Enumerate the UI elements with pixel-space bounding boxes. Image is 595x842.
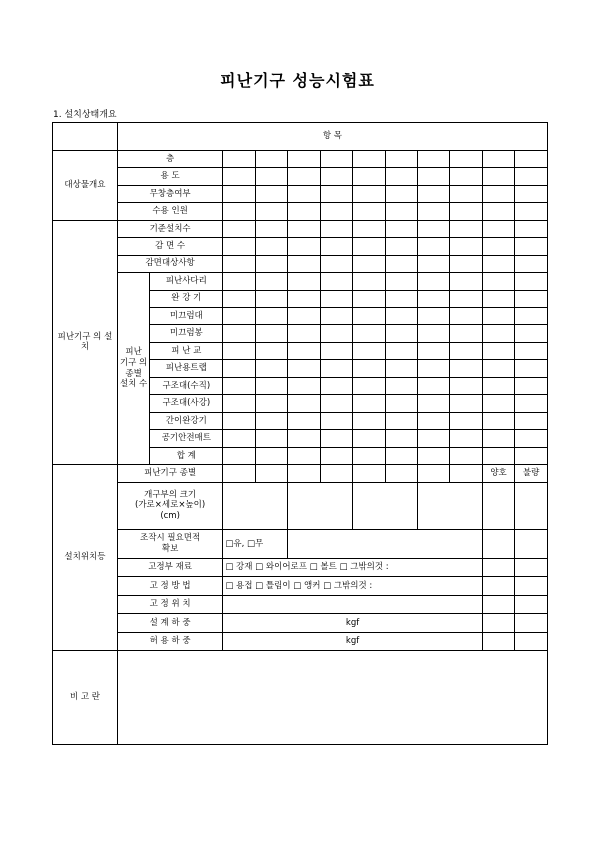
input-cell[interactable] <box>255 168 287 185</box>
input-cell[interactable] <box>385 465 417 482</box>
form-row <box>53 482 548 529</box>
input-cell[interactable] <box>320 290 352 307</box>
good-header: 양호 <box>482 465 514 482</box>
input-cell[interactable] <box>515 447 548 464</box>
input-cell[interactable] <box>385 238 417 255</box>
input-cell[interactable] <box>417 447 449 464</box>
input-cell[interactable] <box>255 465 287 482</box>
input-cell[interactable] <box>385 273 417 290</box>
input-cell[interactable] <box>353 395 385 412</box>
input-cell[interactable] <box>417 342 449 359</box>
form-row <box>53 255 548 272</box>
row-label: 감 면 수 <box>117 238 222 255</box>
input-cell[interactable] <box>515 558 548 577</box>
bad-header: 불량 <box>515 465 548 482</box>
material-checkbox-options[interactable]: □ 강재 □ 와이어로프 □ 볼트 □ 그밖의것 : <box>223 558 483 577</box>
input-cell[interactable] <box>353 360 385 377</box>
input-cell[interactable] <box>320 220 352 237</box>
input-cell[interactable] <box>450 273 482 290</box>
remarks-label: 비 고 란 <box>53 651 118 745</box>
input-cell[interactable] <box>320 150 352 167</box>
input-cell[interactable] <box>482 577 514 596</box>
input-cell[interactable] <box>320 447 352 464</box>
input-cell[interactable] <box>482 220 514 237</box>
input-cell[interactable] <box>255 150 287 167</box>
form-row <box>53 150 548 167</box>
form-row <box>53 465 548 482</box>
input-cell[interactable] <box>320 273 352 290</box>
input-cell[interactable] <box>223 342 255 359</box>
input-cell[interactable] <box>417 307 449 324</box>
allow-load-unit[interactable]: kgf <box>223 632 483 651</box>
input-cell[interactable] <box>450 185 482 202</box>
input-cell[interactable] <box>417 255 449 272</box>
input-cell[interactable] <box>450 465 482 482</box>
input-cell[interactable] <box>353 273 385 290</box>
form-row <box>53 123 548 151</box>
form-row <box>53 203 548 220</box>
input-cell[interactable] <box>353 255 385 272</box>
input-cell[interactable] <box>482 325 514 342</box>
area-checkbox-options[interactable]: □유, □무 <box>223 529 288 558</box>
form-row <box>53 577 548 596</box>
input-cell[interactable] <box>515 614 548 633</box>
input-cell[interactable] <box>288 168 320 185</box>
input-cell[interactable] <box>255 273 287 290</box>
row-label: 구조대(사강) <box>150 395 223 412</box>
input-cell[interactable] <box>482 307 514 324</box>
row-label: 고 정 방 법 <box>117 577 222 596</box>
input-cell[interactable] <box>223 377 255 394</box>
row-label: 기준설치수 <box>117 220 222 237</box>
input-cell[interactable] <box>255 360 287 377</box>
input-cell[interactable] <box>515 307 548 324</box>
input-cell[interactable] <box>255 430 287 447</box>
input-cell[interactable] <box>353 290 385 307</box>
input-cell[interactable] <box>320 395 352 412</box>
input-cell[interactable] <box>223 168 255 185</box>
input-cell[interactable] <box>482 395 514 412</box>
input-cell[interactable] <box>515 430 548 447</box>
input-cell[interactable] <box>450 168 482 185</box>
input-cell[interactable] <box>482 377 514 394</box>
input-cell[interactable] <box>320 255 352 272</box>
input-cell[interactable] <box>385 185 417 202</box>
input-cell[interactable] <box>288 238 320 255</box>
row-label: 허 용 하 중 <box>117 632 222 651</box>
input-cell[interactable] <box>353 220 385 237</box>
input-cell[interactable] <box>385 430 417 447</box>
input-cell[interactable] <box>353 342 385 359</box>
input-cell[interactable] <box>417 290 449 307</box>
row-label: 미끄럼대 <box>150 307 223 324</box>
form-row <box>53 558 548 577</box>
input-cell[interactable] <box>223 150 255 167</box>
form-row <box>53 185 548 202</box>
input-cell[interactable] <box>450 430 482 447</box>
input-cell[interactable] <box>482 273 514 290</box>
header-item: 항 목 <box>117 123 547 151</box>
input-cell[interactable] <box>223 482 288 529</box>
input-cell[interactable] <box>288 342 320 359</box>
input-cell[interactable] <box>288 307 320 324</box>
input-cell[interactable] <box>482 482 514 529</box>
input-cell[interactable] <box>353 430 385 447</box>
input-cell[interactable] <box>288 185 320 202</box>
input-cell[interactable] <box>385 290 417 307</box>
row-label: 완 강 기 <box>150 290 223 307</box>
area-line-1: 조작시 필요면적 <box>140 533 201 544</box>
row-label: 용 도 <box>117 168 222 185</box>
input-cell[interactable] <box>223 360 255 377</box>
input-cell[interactable] <box>417 238 449 255</box>
input-cell[interactable] <box>320 465 352 482</box>
category-location: 설치위치등 <box>53 465 118 651</box>
input-cell[interactable] <box>353 185 385 202</box>
input-cell[interactable] <box>223 412 255 429</box>
input-cell[interactable] <box>223 395 255 412</box>
input-cell[interactable] <box>482 185 514 202</box>
input-cell[interactable] <box>223 447 255 464</box>
input-cell[interactable] <box>417 430 449 447</box>
input-cell[interactable] <box>450 255 482 272</box>
form-row <box>53 273 548 290</box>
input-cell[interactable] <box>417 203 449 220</box>
input-cell[interactable] <box>320 203 352 220</box>
input-cell[interactable] <box>288 203 320 220</box>
row-label: 피난기구 종별 <box>117 465 222 482</box>
input-cell[interactable] <box>515 238 548 255</box>
input-cell[interactable] <box>320 168 352 185</box>
input-cell[interactable] <box>255 325 287 342</box>
input-cell[interactable] <box>515 342 548 359</box>
input-cell[interactable] <box>255 395 287 412</box>
row-label: 고정부 재료 <box>117 558 222 577</box>
input-cell[interactable] <box>417 325 449 342</box>
input-cell[interactable] <box>223 220 255 237</box>
input-cell[interactable] <box>450 290 482 307</box>
input-cell[interactable] <box>482 150 514 167</box>
input-cell[interactable] <box>515 150 548 167</box>
input-cell[interactable] <box>417 220 449 237</box>
input-cell[interactable] <box>353 150 385 167</box>
input-cell[interactable] <box>450 238 482 255</box>
input-cell[interactable] <box>417 482 482 529</box>
input-cell[interactable] <box>482 447 514 464</box>
input-cell[interactable] <box>223 255 255 272</box>
input-cell[interactable] <box>515 168 548 185</box>
row-label: 무창층여부 <box>117 185 222 202</box>
input-cell[interactable] <box>385 255 417 272</box>
input-cell[interactable] <box>385 150 417 167</box>
input-cell[interactable] <box>482 168 514 185</box>
input-cell[interactable] <box>288 447 320 464</box>
input-cell[interactable] <box>320 342 352 359</box>
input-cell[interactable] <box>223 307 255 324</box>
input-cell[interactable] <box>255 447 287 464</box>
row-label: 수용 인원 <box>117 203 222 220</box>
input-cell[interactable] <box>320 430 352 447</box>
input-cell[interactable] <box>385 325 417 342</box>
input-cell[interactable] <box>450 447 482 464</box>
input-cell[interactable] <box>417 150 449 167</box>
input-cell[interactable] <box>288 360 320 377</box>
input-cell[interactable] <box>223 238 255 255</box>
inspection-form-table <box>52 122 548 745</box>
input-cell[interactable] <box>385 377 417 394</box>
input-cell[interactable] <box>450 395 482 412</box>
input-cell[interactable] <box>320 307 352 324</box>
form-row <box>53 595 548 614</box>
input-cell[interactable] <box>450 412 482 429</box>
input-cell[interactable] <box>482 632 514 651</box>
required-area-label <box>117 529 222 558</box>
input-cell[interactable] <box>482 529 514 558</box>
design-load-unit[interactable]: kgf <box>223 614 483 633</box>
input-cell[interactable] <box>385 342 417 359</box>
input-cell[interactable] <box>417 273 449 290</box>
form-row <box>53 651 548 745</box>
input-cell[interactable] <box>482 595 514 614</box>
input-cell[interactable] <box>482 203 514 220</box>
input-cell[interactable] <box>255 203 287 220</box>
method-checkbox-options[interactable]: □ 용접 □ 틀림이 □ 앵커 □ 그밖의것 : <box>223 577 483 596</box>
input-cell[interactable] <box>353 307 385 324</box>
input-cell[interactable] <box>320 185 352 202</box>
input-cell[interactable] <box>223 325 255 342</box>
input-cell[interactable] <box>450 377 482 394</box>
row-label: 간이완강기 <box>150 412 223 429</box>
input-cell[interactable] <box>353 168 385 185</box>
input-cell[interactable] <box>288 255 320 272</box>
input-cell[interactable] <box>482 238 514 255</box>
input-cell[interactable] <box>482 290 514 307</box>
form-row <box>53 632 548 651</box>
input-cell[interactable] <box>288 273 320 290</box>
opening-line-3: (cm) <box>160 511 180 522</box>
row-label: 구조대(수직) <box>150 377 223 394</box>
input-cell[interactable] <box>255 377 287 394</box>
input-cell[interactable] <box>417 395 449 412</box>
input-cell[interactable] <box>450 220 482 237</box>
input-cell[interactable] <box>385 412 417 429</box>
input-cell[interactable] <box>223 465 255 482</box>
input-cell[interactable] <box>385 307 417 324</box>
input-cell[interactable] <box>482 412 514 429</box>
form-cell <box>53 123 118 151</box>
input-cell[interactable] <box>515 577 548 596</box>
input-cell[interactable] <box>255 238 287 255</box>
input-cell[interactable] <box>353 482 418 529</box>
remarks-input[interactable] <box>117 651 547 745</box>
input-cell[interactable] <box>417 168 449 185</box>
input-cell[interactable] <box>223 430 255 447</box>
row-label: 감면대상사항 <box>117 255 222 272</box>
input-cell[interactable] <box>385 360 417 377</box>
input-cell[interactable] <box>320 325 352 342</box>
input-cell[interactable] <box>223 595 483 614</box>
input-cell[interactable] <box>255 342 287 359</box>
input-cell[interactable] <box>255 185 287 202</box>
input-cell[interactable] <box>320 412 352 429</box>
row-label: 층 <box>117 150 222 167</box>
input-cell[interactable] <box>288 150 320 167</box>
input-cell[interactable] <box>255 290 287 307</box>
input-cell[interactable] <box>515 529 548 558</box>
input-cell[interactable] <box>255 220 287 237</box>
input-cell[interactable] <box>450 307 482 324</box>
input-cell[interactable] <box>288 529 483 558</box>
input-cell[interactable] <box>515 273 548 290</box>
input-cell[interactable] <box>515 290 548 307</box>
input-cell[interactable] <box>515 220 548 237</box>
input-cell[interactable] <box>482 360 514 377</box>
input-cell[interactable] <box>482 614 514 633</box>
input-cell[interactable] <box>385 203 417 220</box>
input-cell[interactable] <box>482 255 514 272</box>
input-cell[interactable] <box>288 325 320 342</box>
form-row <box>53 529 548 558</box>
input-cell[interactable] <box>482 430 514 447</box>
input-cell[interactable] <box>288 412 320 429</box>
input-cell[interactable] <box>288 290 320 307</box>
input-cell[interactable] <box>223 185 255 202</box>
input-cell[interactable] <box>417 465 449 482</box>
section-heading: 1. 설치상태개요 <box>53 110 117 120</box>
input-cell[interactable] <box>417 377 449 394</box>
input-cell[interactable] <box>385 220 417 237</box>
input-cell[interactable] <box>353 238 385 255</box>
input-cell[interactable] <box>515 185 548 202</box>
input-cell[interactable] <box>353 412 385 429</box>
input-cell[interactable] <box>417 412 449 429</box>
input-cell[interactable] <box>515 325 548 342</box>
input-cell[interactable] <box>288 395 320 412</box>
row-label: 설 계 하 중 <box>117 614 222 633</box>
input-cell[interactable] <box>515 632 548 651</box>
input-cell[interactable] <box>417 360 449 377</box>
input-cell[interactable] <box>353 325 385 342</box>
input-cell[interactable] <box>288 430 320 447</box>
category-target: 대상물개요 <box>53 150 118 220</box>
input-cell[interactable] <box>320 238 352 255</box>
input-cell[interactable] <box>223 203 255 220</box>
input-cell[interactable] <box>385 447 417 464</box>
input-cell[interactable] <box>385 168 417 185</box>
input-cell[interactable] <box>450 150 482 167</box>
opening-line-1: 개구부의 크기 <box>144 489 197 500</box>
subcategory-kind-count: 피난 기구 의 종별 설치 수 <box>117 273 149 465</box>
row-label: 피난용트랩 <box>150 360 223 377</box>
input-cell[interactable] <box>515 595 548 614</box>
input-cell[interactable] <box>288 465 320 482</box>
input-cell[interactable] <box>450 342 482 359</box>
input-cell[interactable] <box>482 558 514 577</box>
row-label: 피난사다리 <box>150 273 223 290</box>
input-cell[interactable] <box>353 465 385 482</box>
input-cell[interactable] <box>450 360 482 377</box>
input-cell[interactable] <box>223 290 255 307</box>
input-cell[interactable] <box>515 412 548 429</box>
input-cell[interactable] <box>255 412 287 429</box>
row-label: 고 정 위 치 <box>117 595 222 614</box>
input-cell[interactable] <box>353 447 385 464</box>
input-cell[interactable] <box>320 360 352 377</box>
form-row <box>53 614 548 633</box>
opening-line-2: (가로×세로×높이) <box>135 500 206 511</box>
category-install: 피난기구 의 설치 <box>53 220 118 465</box>
input-cell[interactable] <box>515 482 548 529</box>
input-cell[interactable] <box>320 377 352 394</box>
input-cell[interactable] <box>515 255 548 272</box>
input-cell[interactable] <box>450 325 482 342</box>
input-cell[interactable] <box>515 377 548 394</box>
row-label: 공기안전매트 <box>150 430 223 447</box>
document-title: 피난기구 성능시험표 <box>220 71 375 90</box>
input-cell[interactable] <box>515 360 548 377</box>
input-cell[interactable] <box>385 395 417 412</box>
input-cell[interactable] <box>353 203 385 220</box>
input-cell[interactable] <box>515 395 548 412</box>
form-row <box>53 220 548 237</box>
input-cell[interactable] <box>482 342 514 359</box>
row-label: 피 난 교 <box>150 342 223 359</box>
row-label: 미끄럼봉 <box>150 325 223 342</box>
row-label: 합 계 <box>150 447 223 464</box>
area-line-2: 확보 <box>161 543 179 554</box>
input-cell[interactable] <box>288 220 320 237</box>
input-cell[interactable] <box>450 203 482 220</box>
input-cell[interactable] <box>288 377 320 394</box>
input-cell[interactable] <box>255 307 287 324</box>
input-cell[interactable] <box>353 377 385 394</box>
form-row <box>53 238 548 255</box>
input-cell[interactable] <box>417 185 449 202</box>
input-cell[interactable] <box>515 203 548 220</box>
form-row <box>53 168 548 185</box>
input-cell[interactable] <box>255 255 287 272</box>
opening-size-label <box>117 482 222 529</box>
input-cell[interactable] <box>223 273 255 290</box>
input-cell[interactable] <box>288 482 353 529</box>
